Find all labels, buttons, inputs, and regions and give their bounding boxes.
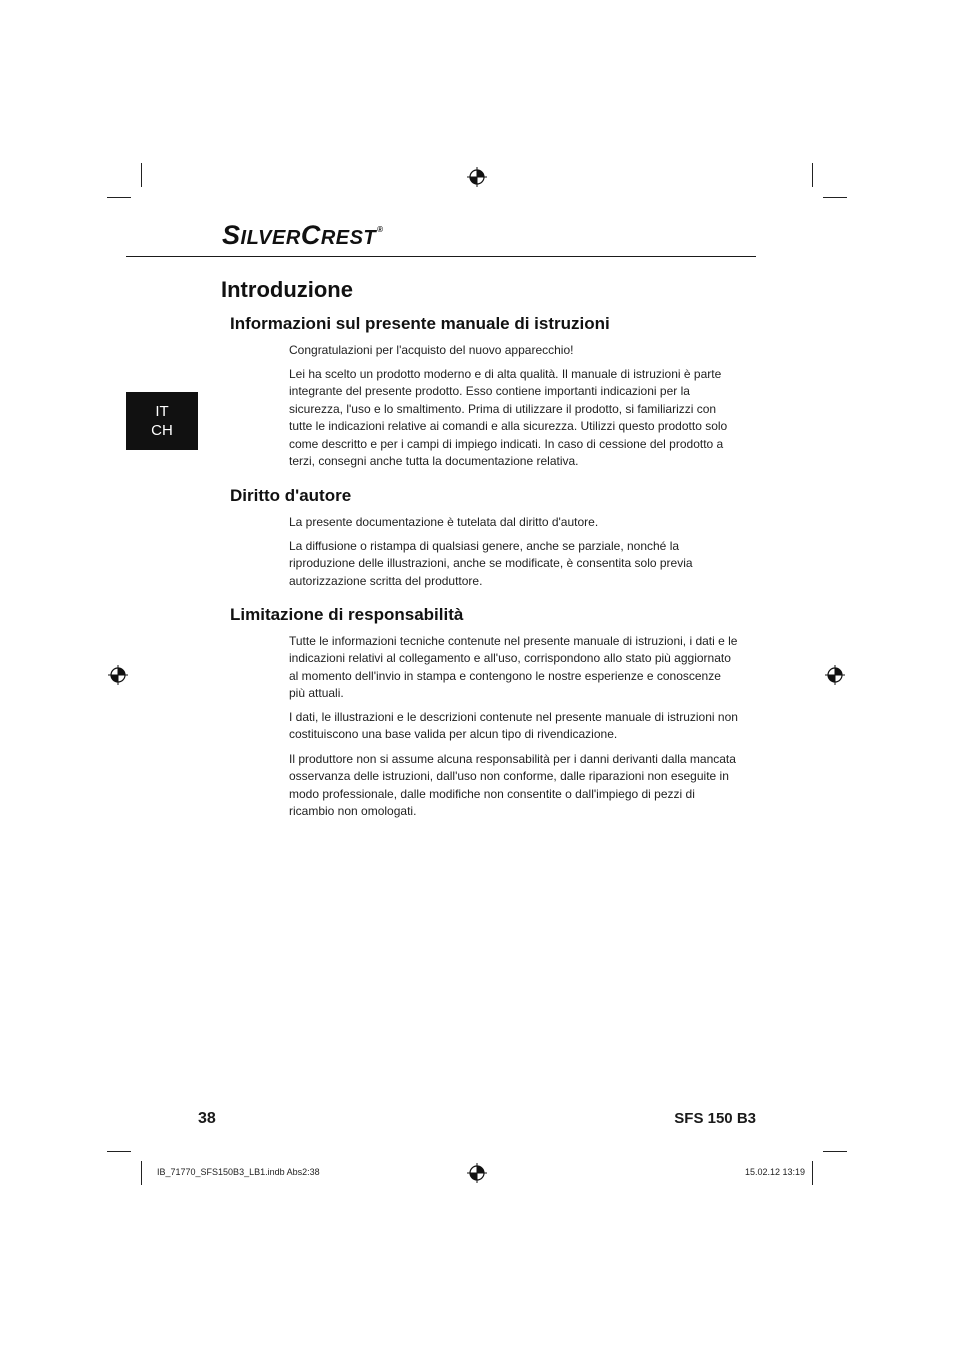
language-tab: [126, 392, 198, 450]
crop-mark: [141, 163, 142, 187]
crop-mark: [107, 197, 131, 198]
language-tab-line: IT: [155, 403, 169, 420]
section-heading: Limitazione di responsabilità: [230, 605, 464, 624]
crop-mark: [812, 1161, 813, 1185]
paragraph: I dati, le illustrazioni e le descrizioni contenute nel presente manuale di istruzioni non costituiscono una base valida per alcun tipo di rivendicazione.: [289, 710, 738, 742]
header-rule: [126, 256, 756, 257]
section-heading: Informazioni sul presente manuale di istruzioni: [230, 314, 610, 333]
paragraph: Lei ha scelto un prodotto moderno e di alta qualità. Il manuale di istruzioni è parte integrante del presente prodotto. Esso contiene importanti indicazioni per la sicurezza, l'uso e lo smaltimento. Prima di utilizzare il prodotto, si familiarizzi con tutte le indicazioni relative ai comandi e alla sicurezza. Utilizzi questo prodotto solo come descritto e per i campi di impiego indicati. In caso di cessione del prodotto a terzi, consegni anche tutta la documentazione relativa.: [289, 367, 728, 469]
registration-mark-icon: [467, 1163, 487, 1183]
crop-mark: [141, 1161, 142, 1185]
paragraph: Tutte le informazioni tecniche contenute nel presente manuale di istruzioni, i dati e le indicazioni relativi al collegamento e all'uso, corrispondono allo stato più aggiornato al momento dell'invio in stampa e contengono le nostre esperienze e conoscenze più attuali.: [289, 634, 738, 701]
registration-mark-icon: [108, 665, 128, 685]
crop-mark: [823, 1151, 847, 1152]
paragraph: Congratulazioni per l'acquisto del nuovo apparecchio!: [289, 343, 574, 357]
brand-logo: SILVERCREST®: [222, 220, 384, 250]
paragraph: La diffusione o ristampa di qualsiasi genere, anche se parziale, nonché la riproduzione delle illustrazioni, anche se modificate, è consentita solo previa autorizzazione scritta del produttore.: [289, 539, 693, 588]
model-name: SFS 150 B3: [674, 1110, 756, 1127]
page-title: Introduzione: [221, 277, 353, 302]
crop-mark: [812, 163, 813, 187]
paragraph: Il produttore non si assume alcuna responsabilità per i danni derivanti dalla mancata osservanza delle istruzioni, dall'uso non conforme, dalle riparazioni non eseguite in modo professionale, dalle modifiche non consentite o dall'impiego di pezzi di ricambio non omologati.: [289, 752, 736, 819]
paragraph: La presente documentazione è tutelata dal diritto d'autore.: [289, 515, 599, 529]
print-date-info: 15.02.12 13:19: [744, 1167, 805, 1177]
print-file-info: IB_71770_SFS150B3_LB1.indb Abs2:38: [157, 1167, 320, 1177]
crop-mark: [823, 197, 847, 198]
registration-mark-icon: [467, 167, 487, 187]
crop-mark: [107, 1151, 131, 1152]
section-heading: Diritto d'autore: [230, 486, 352, 505]
page-number: 38: [198, 1110, 216, 1127]
language-tab-line: CH: [151, 422, 173, 439]
registration-mark-icon: [825, 665, 845, 685]
